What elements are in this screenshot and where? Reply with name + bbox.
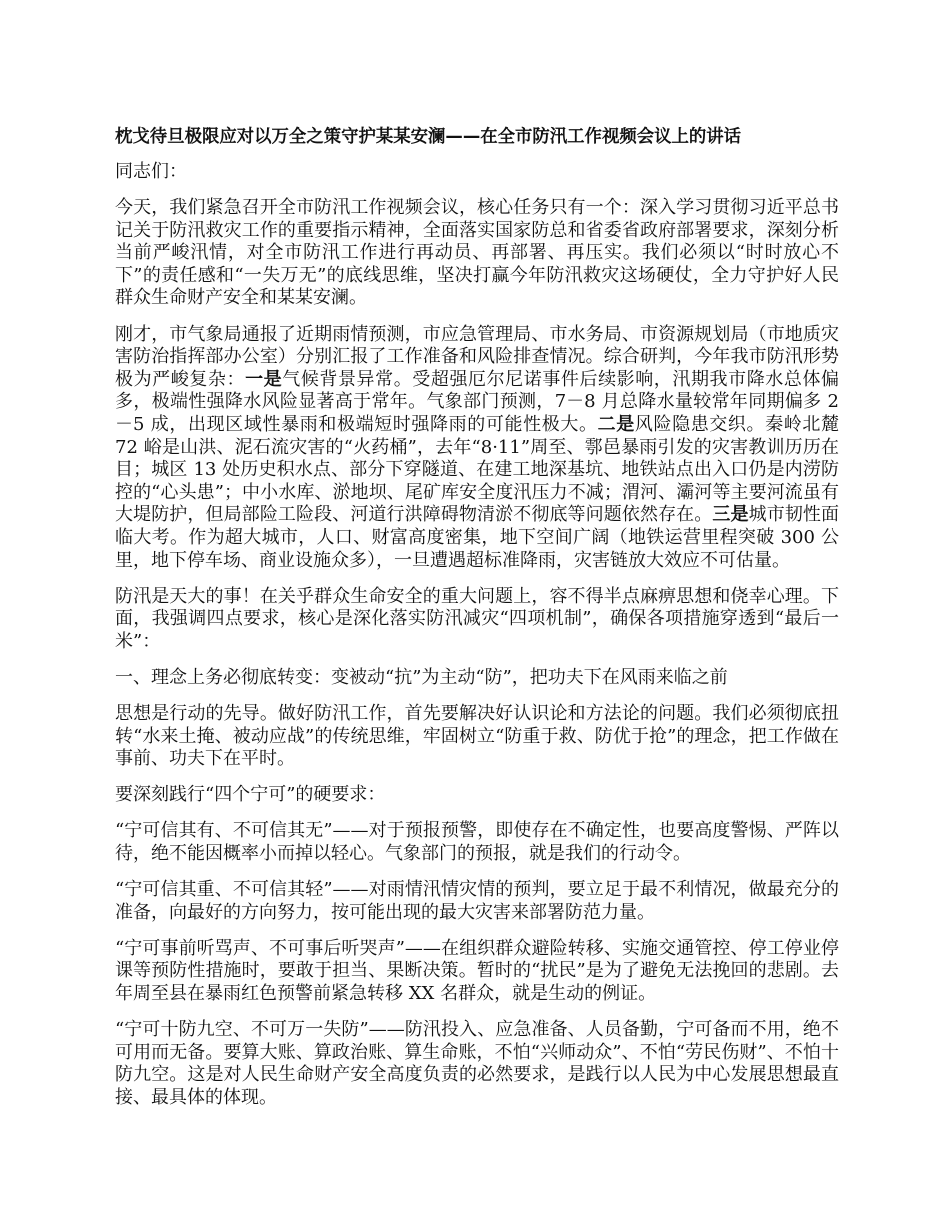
- document-title: 枕戈待旦极限应对以万全之策守护某某安澜——在全市防汛工作视频会议上的讲话: [115, 127, 742, 147]
- paragraph-requirements-intro: 防汛是天大的事！在关乎群众生命安全的重大问题上，容不得半点麻痹思想和侥幸心理。下面，我强调四点要求，核心是深化落实防汛减灾“四项机制”，确保各项措施穿透到“最后一米”：: [115, 585, 839, 652]
- text-segment: 气候背景异常。受超强厄尔尼诺事件后续影响，汛期我市降水总体偏多，极端性强降水风险显著高于常年。气象部门预测，7－8 月总降水量较常年同期偏多 2－5 成，出现区域性暴雨和极端短时强降雨的可能性极大。: [115, 368, 840, 435]
- text-segment: 风险隐患交织。秦岭北麓 72 峪是山洪、泥石流灾害的“火药桶”，去年“8·11”周至、鄠邑暴雨引发的灾害教训历历在目；城区 13 处历史积水点、部分下穿隧道、在建工地深基坑、地铁站点出入口仍是内涝防控的“心头患”；中小水库、淤地坝、尾矿库安全度汛压力不减；渭河、灞河等主要河流虽有大堤防护，但局部险工险段、河道行洪障碍物清淤不彻底等问题依然存在。: [115, 413, 840, 526]
- emphasis-second: 二是: [597, 413, 635, 435]
- paragraph-mindset: 思想是行动的先导。做好防汛工作，首先要解决好认识论和方法论的问题。我们必须彻底扭转“水来土掩、被动应战”的传统思维，牢固树立“防重于救、防优于抢”的理念，把工作做在事前、功夫下在平时。: [115, 702, 839, 770]
- paragraph-four-ningke-intro: 要深刻践行“四个宁可”的硬要求：: [115, 784, 386, 806]
- text-segment: 城市韧性面临大考。作为超大城市，人口、财富高度密集，地下空间广阔（地铁运营里程突破 300 公里，地下停车场、商业设施众多），一旦遭遇超标准降雨，灾害链放大效应不可估量。: [115, 504, 840, 571]
- paragraph-ningke-1: “宁可信其有、不可信其无”——对于预报预警，即使存在不确定性，也要高度警惕、严阵以待，绝不能因概率小而掉以轻心。气象部门的预报，就是我们的行动令。: [115, 820, 839, 864]
- emphasis-first: 一是: [245, 368, 283, 390]
- paragraph-situation: [115, 324, 839, 573]
- paragraph-intro: 今天，我们紧急召开全市防汛工作视频会议，核心任务只有一个：深入学习贯彻习近平总书记关于防汛救灾工作的重要指示精神，全面落实国家防总和省委省政府部署要求，深刻分析当前严峻汛情，对全市防汛工作进行再动员、再部署、再压实。我们必须以“时时放心不下”的责任感和“一失万无”的底线思维，坚决打赢今年防汛救灾这场硬仗，全力守护好人民群众生命财产安全和某某安澜。: [115, 197, 839, 309]
- emphasis-third: 三是: [712, 504, 749, 526]
- section-heading-1: 一、理念上务必彻底转变：变被动“抗”为主动“防”，把功夫下在风雨来临之前: [115, 666, 728, 688]
- salutation: 同志们：: [115, 161, 187, 182]
- paragraph-ningke-2: “宁可信其重、不可信其轻”——对雨情汛情灾情的预判，要立足于最不利情况，做最充分的准备，向最好的方向努力，按可能出现的最大灾害来部署防范力量。: [115, 879, 839, 923]
- paragraph-ningke-3: “宁可事前听骂声、不可事后听哭声”——在组织群众避险转移、实施交通管控、停工停业停课等预防性措施时，要敢于担当、果断决策。暂时的“扰民”是为了避免无法挽回的悲剧。去年周至县在暴雨红色预警前紧急转移 XX 名群众，就是生动的例证。: [115, 937, 839, 1004]
- paragraph-ningke-4: “宁可十防九空、不可万一失防”——防汛投入、应急准备、人员备勤，宁可备而不用，绝不可用而无备。要算大账、算政治账、算生命账，不怕“兴师动众”、不怕“劳民伤财”、不怕十防九空。这是对人民生命财产安全高度负责的必然要求，是践行以人民为中心发展思想最直接、最具体的体现。: [115, 1019, 839, 1108]
- text-segment: 刚才，市气象局通报了近期雨情预测，市应急管理局、市水务局、市资源规划局（市地质灾害防治指挥部办公室）分别汇报了工作准备和风险排查情况。综合研判，今年我市防汛形势极为严峻复杂：: [115, 323, 839, 390]
- document-page: [115, 126, 839, 1123]
